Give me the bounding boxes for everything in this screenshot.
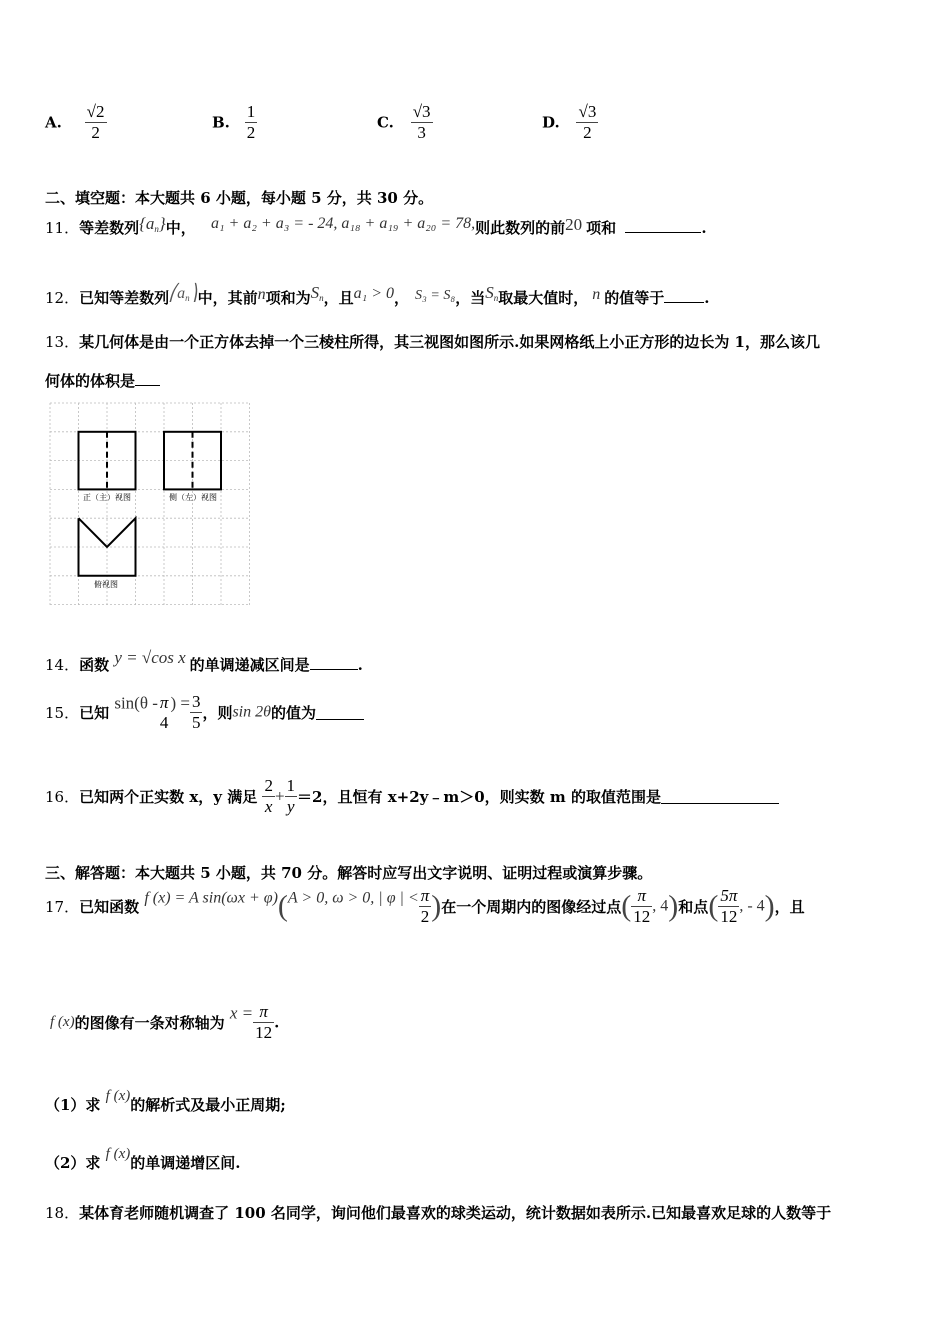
q11: 11．等差数列$\{a_n\}$中， a₁ + a₂ + a₃ = - 24, a₁₈ + a₁₉ + a₂₀ = 78,则此数列的前20 项和 . bbox=[45, 214, 707, 237]
option-a bbox=[45, 102, 107, 143]
q15-blank bbox=[316, 705, 364, 720]
q15-result-fraction: $\frac{3}{5}$ bbox=[191, 692, 201, 732]
q17-part2-f: f (x) bbox=[105, 1146, 131, 1162]
q17-part1 bbox=[45, 1088, 286, 1115]
q15-expr: sin 2θ bbox=[232, 703, 271, 721]
q17-cond: A > 0, ω > 0, | φ | < bbox=[287, 889, 419, 907]
q18 bbox=[45, 1202, 831, 1223]
q17-text2: 在一个周期内的图像经过点 bbox=[441, 898, 622, 916]
option-c-label: C. bbox=[377, 113, 394, 132]
q16-number: 16． bbox=[45, 788, 80, 806]
q12: 12．已知等差数列$⎛a_n⎞$中，其前n项和为$S_n$，且a₁ > 0， S₃ = S₈，当$S_n$取最大值时， n 的值等于 . bbox=[45, 283, 710, 307]
grid-lines bbox=[50, 403, 250, 605]
three-view-figure bbox=[49, 402, 251, 606]
q17-axis: x = bbox=[229, 1003, 254, 1023]
q12-n: n bbox=[257, 286, 266, 303]
option-b-label: B. bbox=[212, 113, 230, 132]
q11-text2: 中， bbox=[165, 219, 196, 237]
q17-point1-close: ) bbox=[668, 889, 679, 923]
q16 bbox=[45, 776, 779, 817]
q15-text2: ，则 bbox=[202, 704, 233, 722]
q17-part2 bbox=[45, 1146, 240, 1173]
q17-part2-label: （2）求 bbox=[45, 1154, 101, 1172]
q15-text1: 已知 bbox=[79, 704, 110, 722]
q17-point1-y: , 4 bbox=[652, 897, 669, 915]
q12-sn2: $S_n$ bbox=[485, 283, 499, 303]
q15-number: 15． bbox=[45, 704, 80, 722]
q13-line1 bbox=[45, 331, 820, 352]
q14-text1: 函数 bbox=[79, 656, 110, 674]
section3-title: 三、解答题：本大题共 5 小题，共 70 分。解答时应写出文字说明、证明过程或演算步骤。 bbox=[45, 864, 653, 882]
q12-text8: 的值等于 bbox=[604, 289, 665, 307]
q17-point2-close: ) bbox=[764, 889, 775, 923]
option-c bbox=[377, 102, 433, 143]
q14-text2: 的单调递减区间是 bbox=[189, 656, 310, 674]
q17-line1 bbox=[45, 886, 805, 927]
option-d-label: D. bbox=[542, 113, 560, 132]
q17-paren-open: ( bbox=[277, 889, 288, 923]
q14: 14．函数 y = √cos x 的单调递减区间是 . bbox=[45, 648, 363, 674]
q15-text3: 的值为 bbox=[270, 704, 316, 722]
option-b-fraction: $\frac{1}{2}$ bbox=[246, 102, 256, 142]
q12-text4: ，且 bbox=[323, 289, 354, 307]
q16-fraction1: $\frac{2}{x}$ bbox=[264, 776, 273, 816]
q12-text6: ，当 bbox=[455, 289, 486, 307]
q12-seq: $⎛a_n⎞$ bbox=[169, 285, 198, 303]
q12-blank bbox=[664, 288, 704, 303]
q17-line2-f: f (x) bbox=[50, 1014, 75, 1030]
q17-part1-text: 的解析式及最小正周期; bbox=[130, 1096, 286, 1114]
option-d-fraction: $\frac{√3}{2}$ bbox=[578, 102, 597, 142]
q17-line2: f (x)的图像有一条对称轴为 x = $\frac{\pi}{12}$ . bbox=[50, 1002, 280, 1042]
q17-point2-open: ( bbox=[708, 889, 719, 923]
q16-text2: ＝2，且恒有 x+2y﹣m＞0，则实数 m 的取值范围是 bbox=[297, 788, 661, 806]
q16-fraction2: $\frac{1}{y}$ bbox=[286, 776, 296, 816]
three-view-svg bbox=[49, 402, 251, 606]
q18-number: 18． bbox=[45, 1204, 80, 1222]
q17-line2-text: 的图像有一条对称轴为 bbox=[74, 1014, 225, 1032]
q14-equation: y = √cos x bbox=[114, 648, 186, 667]
options-row bbox=[0, 100, 950, 160]
q11-text3: 则此数列的前 bbox=[475, 219, 566, 237]
q17-number: 17． bbox=[45, 898, 80, 916]
q12-n2: n bbox=[592, 286, 601, 303]
q17-point2-x: $\frac{5\pi}{12}$ bbox=[720, 886, 738, 926]
q12-text1: 已知等差数列 bbox=[79, 289, 170, 307]
q17-text4: ，且 bbox=[774, 898, 805, 916]
q13-blank bbox=[135, 371, 160, 386]
q14-blank bbox=[310, 655, 358, 670]
q12-text5: ， bbox=[394, 289, 410, 307]
q12-text3: 项和为 bbox=[265, 289, 311, 307]
q13-line2 bbox=[45, 370, 160, 391]
q17-text1: 已知函数 bbox=[79, 898, 140, 916]
section2-title: 二、填空题：本大题共 6 小题，每小题 5 分，共 30 分。 bbox=[45, 189, 434, 207]
q17-point1-open: ( bbox=[621, 889, 632, 923]
q12-text7: 取最大值时， bbox=[498, 289, 589, 307]
q18-text: 某体育老师随机调查了 100 名同学，询问他们最喜欢的球类运动，统计数据如表所示.已知最喜欢足球的人数等于 bbox=[79, 1204, 832, 1222]
q17-point1-x: $\frac{\pi}{12}$ bbox=[633, 886, 651, 926]
q11-equation: a₁ + a₂ + a₃ = - 24, a₁₈ + a₁₉ + a₂₀ = 78, bbox=[210, 215, 476, 232]
q15-pi-fraction: π 4 bbox=[159, 692, 169, 732]
q17-point2-y: , - 4 bbox=[739, 897, 765, 915]
q12-eq: S₃ = S₈ bbox=[415, 288, 456, 303]
q16-plus: + bbox=[274, 786, 285, 806]
q13-number: 13． bbox=[45, 333, 80, 351]
q13-text1: 某几何体是由一个正方体去掉一个三棱柱所得，其三视图如图所示.如果网格纸上小正方形的边长为 1，那么该几 bbox=[79, 333, 820, 351]
option-d bbox=[542, 102, 598, 143]
q15-lhs: sin(θ - bbox=[114, 693, 158, 713]
option-a-label: A. bbox=[45, 113, 62, 132]
q11-text1: 等差数列 bbox=[79, 219, 140, 237]
q12-text2: 中，其前 bbox=[197, 289, 258, 307]
q17-function: f (x) = A sin(ωx + φ) bbox=[144, 889, 278, 907]
q14-number: 14． bbox=[45, 656, 80, 674]
option-a-fraction: $\frac{√2}{2}$ bbox=[86, 102, 105, 142]
q11-n: 20 bbox=[565, 215, 583, 234]
q16-blank bbox=[661, 789, 779, 804]
q12-sn: $S_n$ bbox=[310, 283, 324, 303]
q17-text3: 和点 bbox=[678, 898, 709, 916]
q17-pi-half: $\frac{\pi}{2}$ bbox=[420, 886, 430, 926]
q17-paren-close: ) bbox=[431, 889, 442, 923]
label-top-view: 俯视图 bbox=[94, 580, 118, 589]
q11-number: 11． bbox=[45, 219, 80, 237]
q17-part1-label: （1）求 bbox=[45, 1096, 101, 1114]
q11-blank bbox=[625, 218, 701, 233]
q16-text1: 已知两个正实数 x，y 满足 bbox=[79, 788, 258, 806]
q11-seq: $\{a_n\}$ bbox=[139, 214, 166, 234]
label-side-view: 侧（左）视图 bbox=[169, 493, 217, 502]
q17-part2-text: 的单调递增区间. bbox=[130, 1154, 241, 1172]
q11-text4: 项和 bbox=[586, 219, 617, 237]
option-b bbox=[212, 102, 257, 143]
q15 bbox=[45, 692, 364, 733]
q12-number: 12． bbox=[45, 289, 80, 307]
q17-part1-f: f (x) bbox=[105, 1088, 131, 1104]
label-front-view: 正（主）视图 bbox=[83, 493, 131, 502]
q17-axis-fraction: $\frac{\pi}{12}$ bbox=[255, 1002, 273, 1042]
q13-text2: 何体的体积是 bbox=[45, 372, 136, 390]
option-c-fraction: $\frac{√3}{3}$ bbox=[412, 102, 431, 142]
q12-cond: a₁ > 0 bbox=[353, 285, 395, 302]
q15-eq: ) = bbox=[170, 693, 190, 713]
